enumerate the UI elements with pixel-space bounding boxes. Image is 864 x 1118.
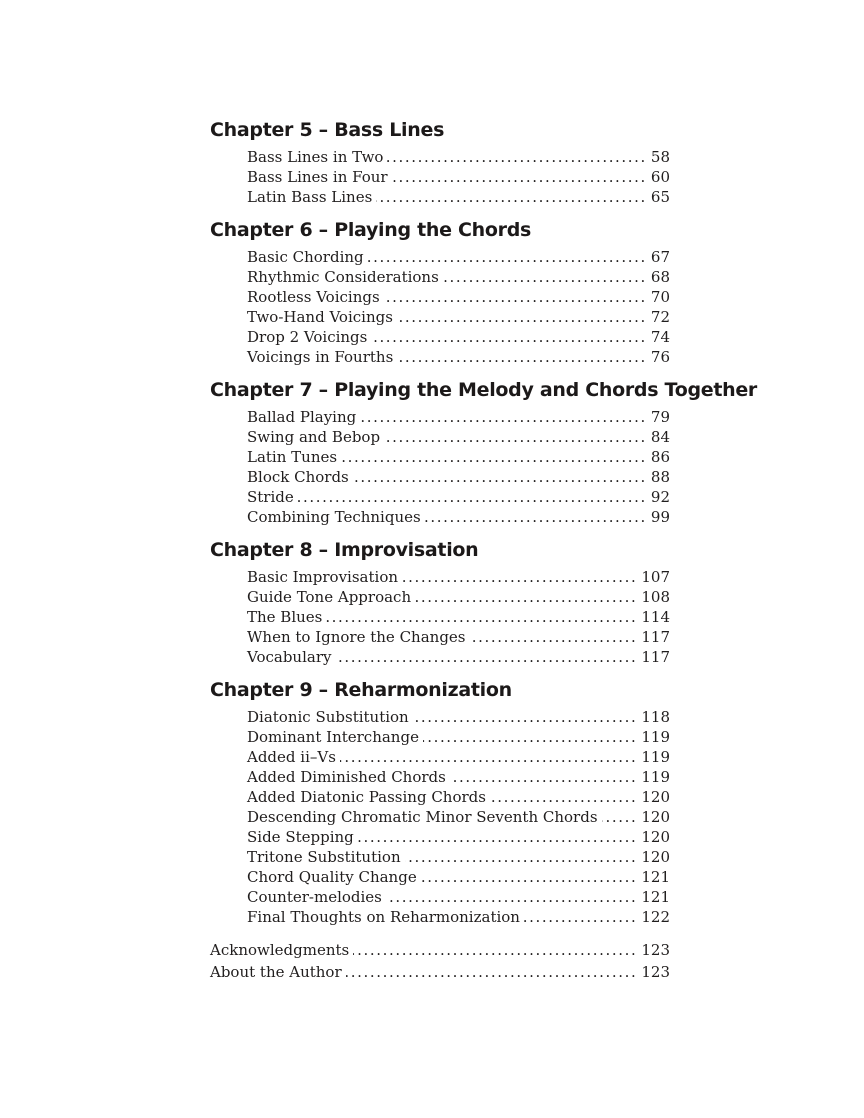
toc-entry-page: 70 [650, 288, 670, 306]
toc-entry-page: 74 [650, 328, 670, 346]
toc-entry [247, 767, 670, 787]
toc-entry-page: 108 [641, 588, 670, 606]
toc-entry-label: Vocabulary [247, 648, 332, 666]
toc-entry-label: Rootless Voicings [247, 288, 380, 306]
toc-entry-label: Basic Chording [247, 248, 364, 266]
toc-entry-label: About the Author [210, 963, 342, 981]
toc-entry-page: 118 [641, 708, 670, 726]
toc-entry-page: 120 [641, 828, 670, 846]
toc-entry-page: 120 [641, 848, 670, 866]
toc-entry-page: 88 [650, 468, 670, 486]
toc-entry-label: Basic Improvisation [247, 568, 399, 586]
dot-leader-icon [450, 767, 638, 787]
dot-leader-icon [346, 961, 638, 983]
toc-entry-label: Bass Lines in Two [247, 148, 384, 166]
toc-section [210, 119, 670, 207]
dot-leader-icon [397, 307, 647, 327]
toc-entry-page: 107 [641, 568, 670, 586]
toc-entry-label: Stride [247, 488, 294, 506]
toc-entry-page: 58 [650, 148, 670, 166]
toc-entry-page: 119 [641, 728, 670, 746]
toc-entry-label: Latin Tunes [247, 448, 338, 466]
dot-leader-icon [470, 627, 638, 647]
toc-entry-page: 92 [650, 488, 670, 506]
toc-entry-page: 121 [641, 888, 670, 906]
toc-entry-label: Added Diminished Chords [247, 768, 446, 786]
toc-entry [247, 807, 670, 827]
toc-entry-page: 67 [650, 248, 670, 266]
toc-entry-label: Guide Tone Approach [247, 588, 412, 606]
dot-leader-icon [402, 567, 637, 587]
toc-entry [247, 447, 670, 467]
toc-entry-page: 121 [641, 868, 670, 886]
toc-entry-label: When to Ignore the Changes [247, 628, 466, 646]
dot-leader-icon [335, 647, 637, 667]
toc-entry-page: 114 [641, 608, 670, 626]
toc-entry-page: 123 [641, 963, 670, 981]
dot-leader-icon [421, 867, 638, 887]
dot-leader-icon [392, 167, 647, 187]
toc-entry [247, 567, 670, 587]
chapter-heading: Chapter 9 – Reharmonization [210, 679, 512, 701]
chapter-entries [247, 567, 670, 667]
toc-entry [247, 507, 670, 527]
toc-entry [247, 827, 670, 847]
dot-leader-icon [425, 507, 647, 527]
toc-entry-page: 117 [641, 648, 670, 666]
toc-entry [247, 867, 670, 887]
dot-leader-icon [353, 467, 647, 487]
dot-leader-icon [524, 907, 637, 927]
toc-entry [247, 607, 670, 627]
dot-leader-icon [371, 327, 647, 347]
toc-entry-label: Two-Hand Voicings [247, 308, 393, 326]
toc-entry [247, 747, 670, 767]
toc-entry-label: Added Diatonic Passing Chords [247, 788, 486, 806]
toc-entry [247, 347, 670, 367]
toc-entry-label: Block Chords [247, 468, 349, 486]
chapter-entries [247, 247, 670, 367]
toc-entry-label: Added ii–Vs [247, 748, 336, 766]
toc-entry [247, 407, 670, 427]
toc-entry-page: 120 [641, 788, 670, 806]
toc-entry-page: 72 [650, 308, 670, 326]
toc-section [210, 379, 758, 527]
chapter-entries [247, 407, 670, 527]
toc-entry-label: Diatonic Substitution [247, 708, 409, 726]
toc-entry [247, 287, 670, 307]
toc-entry-label: Bass Lines in Four [247, 168, 388, 186]
toc-entry [210, 939, 670, 961]
dot-leader-icon [384, 427, 647, 447]
chapter-entries [247, 707, 670, 927]
toc-entry-label: Chord Quality Change [247, 868, 417, 886]
toc-entry [247, 707, 670, 727]
toc-entry [247, 167, 670, 187]
toc-entry [247, 847, 670, 867]
table-of-contents [210, 119, 758, 983]
dot-leader-icon [602, 807, 638, 827]
toc-entry-label: Latin Bass Lines [247, 188, 373, 206]
toc-entry [247, 907, 670, 927]
dot-leader-icon [387, 147, 646, 167]
dot-leader-icon [397, 347, 647, 367]
dot-leader-icon [368, 247, 647, 267]
chapter-entries [247, 147, 670, 207]
back-matter [210, 939, 670, 983]
toc-entry [247, 787, 670, 807]
dot-leader-icon [386, 887, 637, 907]
toc-entry [210, 961, 670, 983]
toc-entry-page: 76 [650, 348, 670, 366]
toc-entry [247, 647, 670, 667]
toc-entry-page: 120 [641, 808, 670, 826]
dot-leader-icon [384, 287, 647, 307]
toc-entry [247, 587, 670, 607]
toc-entry [247, 147, 670, 167]
dot-leader-icon [326, 607, 637, 627]
toc-entry [247, 487, 670, 507]
toc-entry-label: The Blues [247, 608, 323, 626]
toc-entry-label: Combining Techniques [247, 508, 421, 526]
toc-entry [247, 307, 670, 327]
toc-entry [247, 427, 670, 447]
toc-entry [247, 627, 670, 647]
toc-entry-label: Voicings in Fourths [247, 348, 394, 366]
toc-section [210, 679, 670, 927]
toc-entry-page: 65 [650, 188, 670, 206]
toc-entry [247, 727, 670, 747]
toc-entry-page: 117 [641, 628, 670, 646]
toc-entry-label: Dominant Interchange [247, 728, 419, 746]
toc-entry-label: Acknowledgments [210, 941, 350, 959]
toc-entry [247, 187, 670, 207]
chapter-heading: Chapter 7 – Playing the Melody and Chords Together [210, 379, 758, 401]
dot-leader-icon [358, 827, 638, 847]
toc-section [210, 219, 670, 367]
toc-entry-page: 86 [650, 448, 670, 466]
toc-entry-label: Tritone Substitution [247, 848, 401, 866]
toc-entry-page: 119 [641, 768, 670, 786]
dot-leader-icon [353, 939, 637, 961]
chapter-heading: Chapter 5 – Bass Lines [210, 119, 445, 141]
toc-entry [247, 887, 670, 907]
toc-entry-label: Side Stepping [247, 828, 354, 846]
toc-entry [247, 247, 670, 267]
toc-entry-label: Final Thoughts on Reharmonization [247, 908, 520, 926]
toc-entry-page: 60 [650, 168, 670, 186]
toc-entry-page: 68 [650, 268, 670, 286]
toc-entry-label: Descending Chromatic Minor Seventh Chords [247, 808, 598, 826]
chapter-heading: Chapter 6 – Playing the Chords [210, 219, 532, 241]
toc-entry-page: 119 [641, 748, 670, 766]
toc-entry-page: 122 [641, 908, 670, 926]
dot-leader-icon [360, 407, 647, 427]
toc-section [210, 539, 670, 667]
toc-entry-page: 123 [641, 941, 670, 959]
toc-entry-page: 84 [650, 428, 670, 446]
dot-leader-icon [443, 267, 647, 287]
dot-leader-icon [490, 787, 637, 807]
dot-leader-icon [405, 847, 638, 867]
toc-entry [247, 327, 670, 347]
toc-entry-label: Counter-melodies [247, 888, 382, 906]
dot-leader-icon [423, 727, 637, 747]
toc-entry-label: Ballad Playing [247, 408, 357, 426]
toc-entry-page: 79 [650, 408, 670, 426]
toc-entry-label: Rhythmic Considerations [247, 268, 439, 286]
toc-entry [247, 467, 670, 487]
dot-leader-icon [340, 747, 637, 767]
dot-leader-icon [341, 447, 647, 467]
dot-leader-icon [376, 187, 647, 207]
dot-leader-icon [413, 707, 638, 727]
toc-entry-label: Swing and Bebop [247, 428, 381, 446]
toc-entry-label: Drop 2 Voicings [247, 328, 368, 346]
dot-leader-icon [415, 587, 637, 607]
dot-leader-icon [298, 487, 647, 507]
toc-entry-page: 99 [650, 508, 670, 526]
toc-entry [247, 267, 670, 287]
chapter-heading: Chapter 8 – Improvisation [210, 539, 479, 561]
